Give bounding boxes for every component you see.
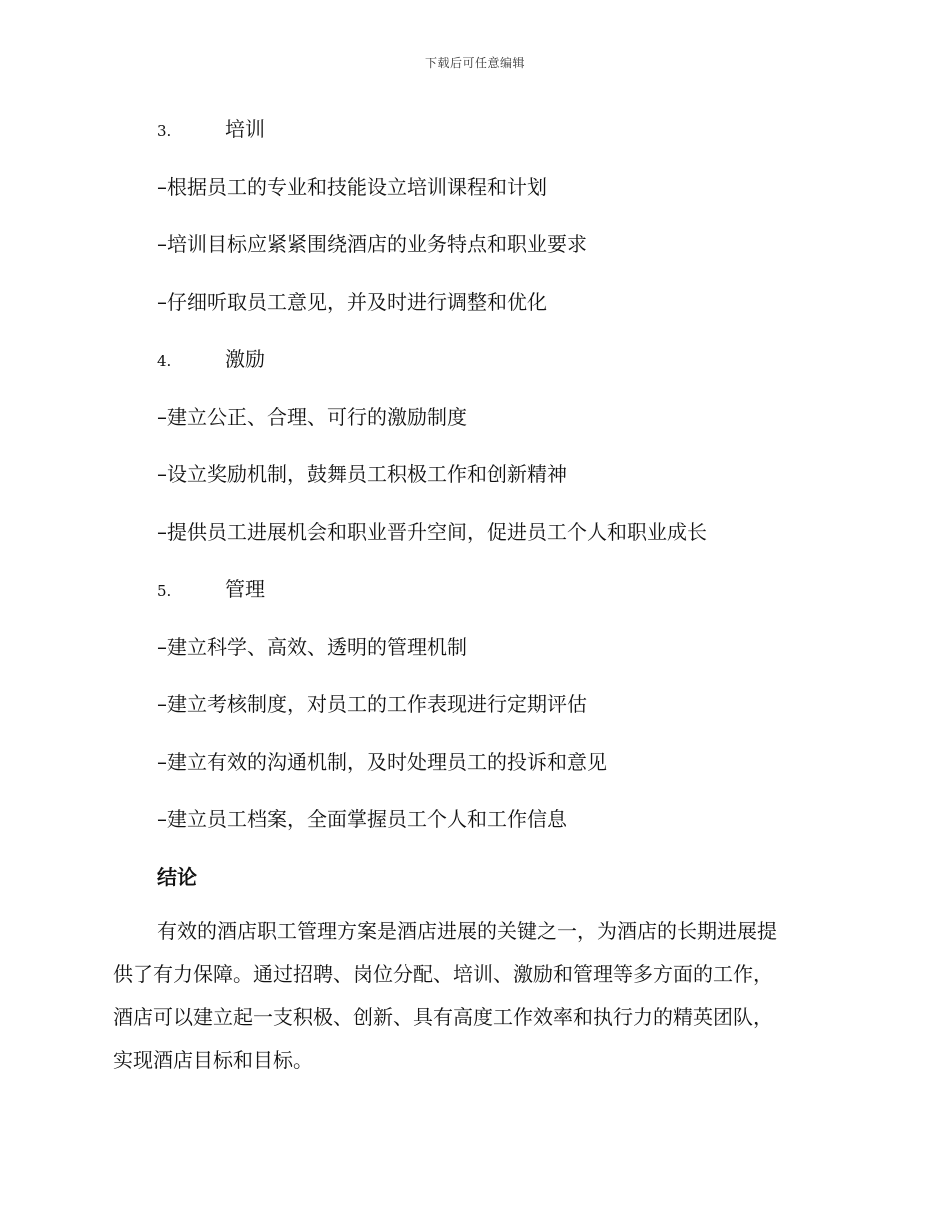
list-item: –根据员工的专业和技能设立培训课程和计划: [157, 174, 547, 199]
list-item: –建立考核制度，对员工的工作表现进行定期评估: [157, 692, 587, 716]
paragraph-line: 实现酒店目标和目标。: [113, 1048, 313, 1072]
section-heading-training: [157, 112, 837, 170]
section-number: 4.: [157, 352, 172, 370]
list-item: –建立科学、高效、透明的管理机制: [157, 634, 467, 659]
section-number: 3.: [157, 122, 172, 140]
document-body: [157, 112, 837, 917]
section-heading-incentive: [157, 342, 837, 400]
paragraph-line: 有效的酒店职工管理方案是酒店进展的关键之一，为酒店的长期进展提: [157, 919, 777, 943]
section-number: 5.: [157, 582, 172, 600]
list-item: –仔细听取员工意见，并及时进行调整和优化: [157, 289, 547, 314]
list-item: –提供员工进展机会和职业晋升空间，促进员工个人和职业成长: [157, 519, 707, 544]
section-title: 管理: [225, 577, 265, 601]
section-heading-management: [157, 572, 837, 630]
section-title: 激励: [225, 347, 265, 371]
conclusion-paragraph: [113, 910, 835, 1082]
list-item: –建立员工档案，全面掌握员工个人和工作信息: [157, 807, 567, 831]
conclusion-heading: 结论: [157, 864, 197, 889]
list-item: –建立有效的沟通机制，及时处理员工的投诉和意见: [157, 749, 607, 774]
list-item: –设立奖励机制，鼓舞员工积极工作和创新精神: [157, 462, 567, 486]
list-item: –建立公正、合理、可行的激励制度: [157, 404, 467, 429]
paragraph-line: 供了有力保障。通过招聘、岗位分配、培训、激励和管理等多方面的工作，: [113, 962, 773, 986]
page-header-note: 下载后可任意编辑: [424, 56, 525, 70]
section-title: 培训: [225, 117, 265, 141]
paragraph-line: 酒店可以建立起一支积极、创新、具有高度工作效率和执行力的精英团队，: [113, 1005, 773, 1029]
list-item: –培训目标应紧紧围绕酒店的业务特点和职业要求: [157, 232, 587, 256]
